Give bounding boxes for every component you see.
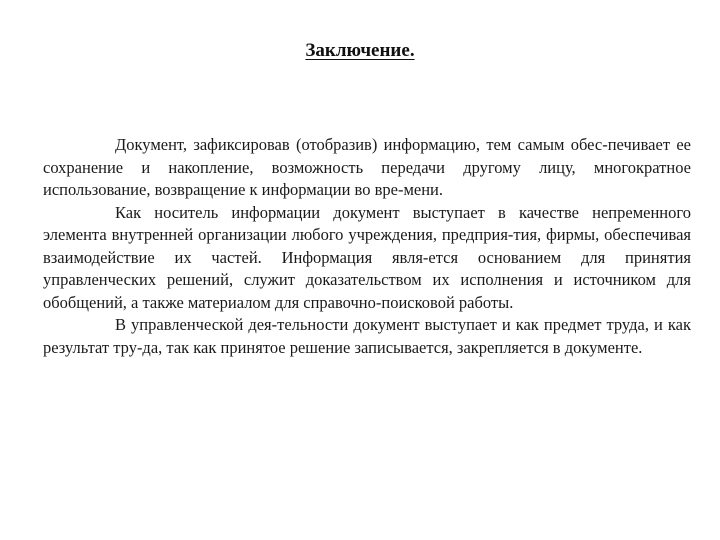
- document-body: [43, 134, 691, 359]
- paragraph-2: Как носитель информации документ выступает в качестве непременного элемента внутренней организации любого учреждения, предприя-тия, фирмы, обеспечивая взаимодействие их частей. Информация явля-ется основанием для принятия управленческих решений, служит доказательством их исполнения и источником для обобщений, а также материалом для справочно-поисковой работы.: [43, 202, 691, 312]
- page-title: Заключение.: [305, 40, 415, 61]
- paragraph-1: Документ, зафиксировав (отобразив) информацию, тем самым обес-печивает ее сохранение и накопление, возможность передачи другому лицу, многократное использование, возвращение к информации во вре-мени.: [43, 135, 691, 199]
- paragraph-3: В управленческой дея-тельности документ выступает и как предмет труда, и как результат тру-да, так как принятое решение записывается, закрепляется в документе.: [43, 315, 691, 357]
